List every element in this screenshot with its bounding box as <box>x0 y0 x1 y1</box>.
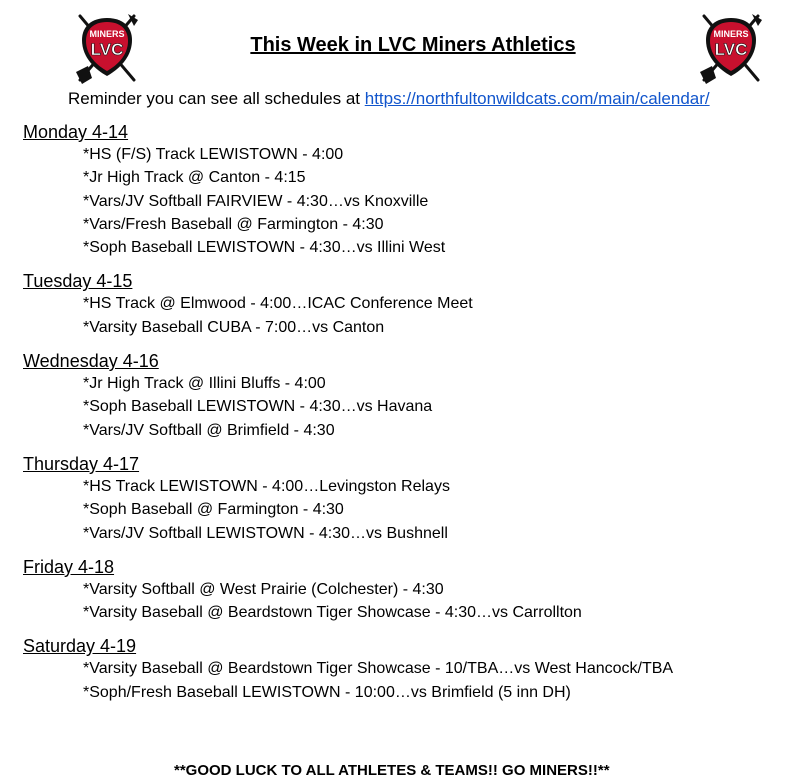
day-heading: Tuesday 4-15 <box>23 271 133 292</box>
day-heading: Friday 4-18 <box>23 556 115 577</box>
good-luck-footer: **GOOD LUCK TO ALL ATHLETES & TEAMS!! GO MINERS!!** <box>174 762 610 779</box>
event-item: *Varsity Softball @ West Prairie (Colchester) - 4:30 <box>83 580 444 598</box>
day-monday <box>23 121 791 259</box>
day-friday <box>23 556 791 625</box>
day-wednesday <box>23 350 791 442</box>
event-item: *Varsity Baseball @ Beardstown Tiger Showcase - 4:30…vs Carrollton <box>83 604 582 622</box>
event-item: *Jr High Track @ Illini Bluffs - 4:00 <box>83 375 326 393</box>
calendar-link[interactable]: https://northfultonwildcats.com/main/calendar/ <box>364 89 710 108</box>
day-heading: Monday 4-14 <box>23 122 129 142</box>
page-title: This Week in LVC Miners Athletics <box>250 34 576 56</box>
event-item: *Vars/Fresh Baseball @ Farmington - 4:30 <box>83 215 384 233</box>
event-item: *Varsity Baseball @ Beardstown Tiger Showcase - 10/TBA…vs West Hancock/TBA <box>83 660 674 678</box>
event-item: *Vars/JV Softball FAIRVIEW - 4:30…vs Knoxville <box>83 192 429 210</box>
event-item: *Jr High Track @ Canton - 4:15 <box>83 169 306 187</box>
weekly-schedule <box>23 121 791 715</box>
event-item: *Varsity Baseball CUBA - 7:00…vs Canton <box>83 318 385 336</box>
event-item: *HS Track LEWISTOWN - 4:00…Levingston Relays <box>83 477 450 495</box>
svg-text:LVC: LVC <box>90 40 124 59</box>
event-item: *Vars/JV Softball @ Brimfield - 4:30 <box>83 421 335 439</box>
svg-text:MINERS: MINERS <box>89 29 125 39</box>
day-thursday <box>23 453 791 545</box>
event-item: *Soph Baseball @ Farmington - 4:30 <box>83 501 344 519</box>
day-heading: Wednesday 4-16 <box>23 351 159 372</box>
event-item: *Vars/JV Softball LEWISTOWN - 4:30…vs Bushnell <box>83 524 448 542</box>
day-heading: Saturday 4-19 <box>23 636 137 657</box>
reminder-line <box>68 89 710 109</box>
event-item: *HS (F/S) Track LEWISTOWN - 4:00 <box>83 146 344 163</box>
event-item: *HS Track @ Elmwood - 4:00…ICAC Conference Meet <box>83 295 473 313</box>
reminder-text: Reminder you can see all schedules at <box>68 89 365 108</box>
day-tuesday <box>23 270 791 339</box>
event-item: *Soph Baseball LEWISTOWN - 4:30…vs Illini West <box>83 239 446 257</box>
svg-text:MINERS: MINERS <box>713 29 749 39</box>
svg-text:LVC: LVC <box>714 40 748 59</box>
event-item: *Soph/Fresh Baseball LEWISTOWN - 10:00…vs Brimfield (5 inn DH) <box>83 683 571 701</box>
event-item: *Soph Baseball LEWISTOWN - 4:30…vs Havana <box>83 398 433 416</box>
day-saturday <box>23 635 791 704</box>
day-heading: Thursday 4-17 <box>23 453 140 474</box>
